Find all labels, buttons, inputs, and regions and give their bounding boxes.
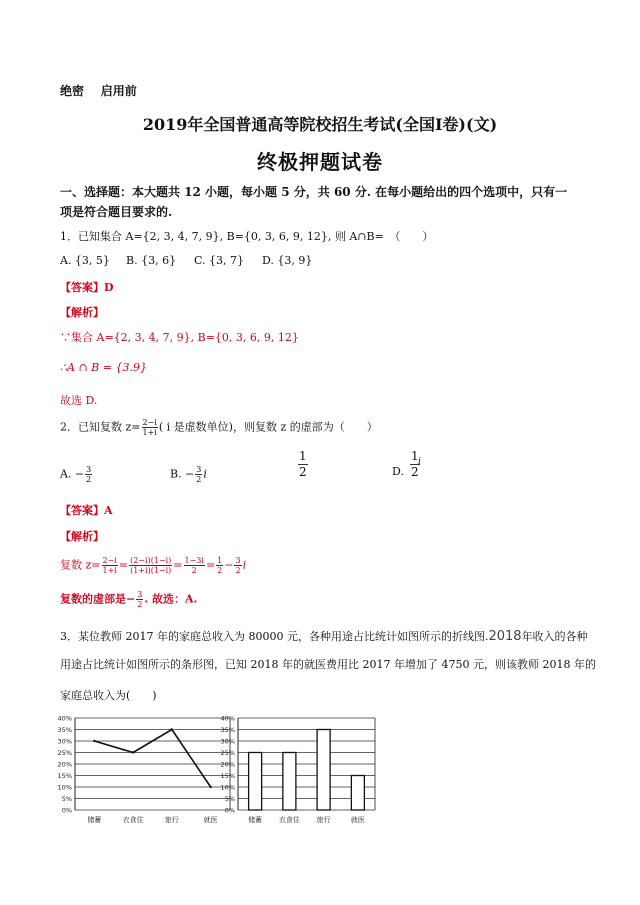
y-tick-label: 10%: [57, 783, 72, 792]
y-tick-label: 35%: [57, 726, 72, 734]
q2-option-c-num: 1: [299, 449, 307, 463]
q2-option-a-fraction: [85, 465, 92, 484]
q2-result-prefix: 复数的虚部是−: [60, 592, 136, 606]
q3-line1-year: 2018: [488, 629, 522, 644]
q2-option-a-label: A. −: [60, 467, 85, 481]
before-use-text: 启用前: [100, 84, 137, 98]
q2-result-fraction: [136, 590, 143, 609]
y-tick-label: 5%: [61, 795, 72, 803]
q3-line1-a: 3．某位教师 2017 年的家庭总收入为 80000 元，各种用途占比统计如图所示的折线图.: [60, 630, 489, 643]
y-tick-label: 40%: [220, 714, 235, 723]
q2-analysis-label: 【解析】: [60, 530, 104, 543]
eq-sign: =: [205, 558, 216, 572]
frac-num: 3: [137, 590, 143, 599]
y-tick-label: 35%: [220, 726, 235, 734]
frac-den: 2: [137, 600, 143, 609]
frac-num: 3: [235, 556, 241, 565]
q1-stem: 1．已知集合 A={2, 3, 4, 7, 9}, B={0, 3, 6, 9, 12}, 则 A∩B= （ ）: [60, 230, 434, 243]
x-tick-label: 旅行: [316, 816, 331, 824]
secret-text: 绝密: [60, 84, 85, 98]
q1-option-d: D. {3, 9}: [262, 254, 313, 267]
x-tick-label: 旅行: [164, 816, 179, 824]
frac-den: 1+i: [102, 566, 117, 575]
q2-option-a: [60, 465, 93, 484]
q2-stem-prefix: 2．已知复数 z=: [60, 420, 141, 434]
bar: [283, 753, 296, 811]
frac-num: 2−i: [102, 556, 117, 565]
minus-sign: −: [224, 558, 234, 572]
frac-num: 3: [196, 465, 202, 474]
frac-num: 1: [217, 556, 223, 565]
frac-den: 2: [235, 566, 241, 575]
bar: [317, 730, 330, 811]
eq-sign: =: [173, 558, 183, 572]
q1-step1: ∵集合 A={2, 3, 4, 7, 9}, B={0, 3, 6, 9, 12}: [60, 331, 299, 344]
q2-calc-frac4: [216, 556, 223, 575]
bar: [351, 776, 364, 811]
q2-answer: 【答案】A: [60, 504, 113, 517]
q2-option-b-label: B. −: [170, 467, 195, 481]
q2-result: [60, 590, 197, 609]
exam-title: 2019年全国普通高等院校招生考试(全国I卷)(文): [142, 115, 498, 134]
bar-chart: [210, 710, 385, 835]
q2-stem: [60, 418, 378, 437]
q1-option-c: C. {3, 7}: [194, 254, 245, 267]
secret-label: [60, 82, 137, 99]
q2-calculation: [60, 556, 246, 575]
q2-calc-frac5: [234, 556, 241, 575]
frac-den: (1+i)(1−i): [130, 566, 172, 575]
x-tick-label: 储蓄: [87, 816, 102, 824]
y-tick-label: 25%: [220, 749, 235, 757]
x-tick-label: 衣食住: [278, 816, 300, 824]
q2-option-c-den: 2: [299, 465, 307, 479]
y-tick-label: 0%: [61, 806, 72, 815]
q3-line2: 用途占比统计如图所示的条形图，已知 2018 年的就医费用比 2017 年增加了 4750 元，则该教师 2018 年的: [60, 658, 596, 671]
frac-den: 2: [86, 475, 92, 484]
y-tick-label: 0%: [224, 806, 235, 815]
y-tick-label: 15%: [57, 772, 72, 780]
q2-option-b-suffix: i: [203, 467, 207, 481]
data-point: [171, 728, 173, 730]
q2-z-denominator: 1+i: [142, 428, 157, 437]
data-point: [132, 751, 134, 753]
q3-line1-c: 年收入的各种: [521, 630, 588, 643]
y-tick-label: 25%: [57, 749, 72, 757]
q2-calc-label: 复数 z=: [60, 558, 101, 572]
y-tick-label: 20%: [220, 760, 235, 769]
y-tick-label: 20%: [57, 760, 72, 769]
q1-analysis-label: 【解析】: [60, 306, 104, 319]
q1-answer: 【答案】D: [60, 281, 114, 294]
q1-option-b: B. {3, 6}: [126, 254, 177, 267]
x-tick-label: 就医: [350, 816, 365, 824]
frac-num: 1−3i: [184, 556, 204, 565]
q2-z-numerator: 2−i: [142, 418, 157, 427]
section-intro-line1: 一、选择题：本大题共 12 小题，每小题 5 分，共 60 分. 在每小题给出的四个选项中，只有一: [60, 185, 568, 199]
x-tick-label: 衣食住: [122, 816, 144, 824]
y-tick-label: 15%: [220, 772, 235, 780]
imag-unit: i: [242, 558, 247, 572]
frac-den: 2: [191, 566, 197, 575]
q2-calc-frac1: [102, 556, 118, 575]
y-tick-label: 30%: [57, 737, 72, 746]
q2-option-d-suffix: i: [418, 457, 421, 467]
q2-option-b: [170, 465, 207, 484]
series-line: [94, 730, 210, 788]
x-tick-label: 储蓄: [248, 816, 263, 824]
q2-option-b-fraction: [195, 465, 202, 484]
frac-den: 2: [217, 566, 223, 575]
q1-conclusion: 故选 D.: [60, 394, 98, 407]
bar: [249, 753, 262, 811]
section-intro-line2: 项是符合题目要求的.: [60, 205, 173, 219]
q2-stem-suffix: ( i 是虚数单位)，则复数 z 的虚部为（ ）: [158, 420, 378, 434]
eq-sign: =: [118, 558, 129, 572]
q2-result-suffix: . 故选：A.: [144, 592, 198, 606]
y-tick-label: 10%: [220, 783, 235, 792]
q2-option-d-label: D.: [392, 465, 404, 478]
exam-subtitle: 终极押题试卷: [257, 150, 383, 174]
q3-line3: 家庭总收入为( ): [60, 689, 157, 702]
q1-step2: ∴A ∩ B = {3.9}: [60, 361, 147, 374]
q1-option-a: A. {3, 5}: [60, 254, 110, 267]
q2-option-d-den: 2: [411, 465, 419, 479]
x-tick-label: 就医: [203, 816, 218, 824]
data-point: [93, 740, 95, 742]
frac-den: 2: [196, 475, 202, 484]
q2-calc-frac3: [184, 556, 205, 575]
y-tick-label: 30%: [220, 737, 235, 746]
q3-line1: [60, 628, 588, 644]
q2-option-c: [298, 449, 308, 480]
y-tick-label: 40%: [57, 714, 72, 723]
q2-z-fraction: [142, 418, 158, 437]
q2-calc-frac2: [129, 556, 172, 575]
q2-option-d-num: 1: [411, 449, 419, 463]
frac-num: (2−i)(1−i): [130, 556, 172, 565]
y-tick-label: 5%: [224, 795, 235, 803]
frac-num: 3: [86, 465, 92, 474]
